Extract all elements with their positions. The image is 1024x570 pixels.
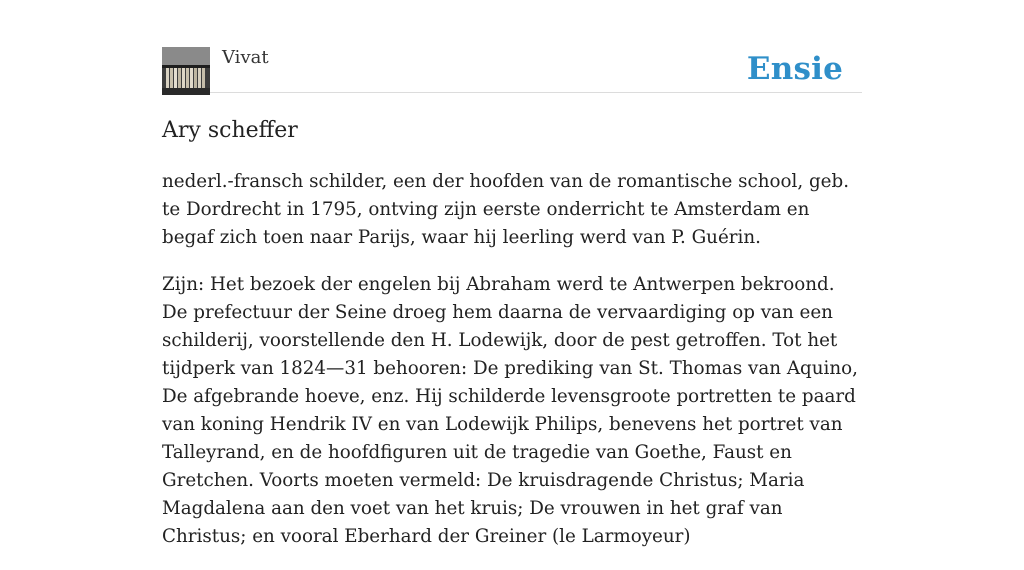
source-name[interactable]: Vivat (222, 47, 269, 68)
article-title: Ary scheffer (162, 118, 298, 143)
ensie-logo[interactable]: Ensie (746, 51, 843, 87)
book-spines-icon (162, 47, 210, 95)
article-body (162, 168, 862, 570)
source-avatar[interactable] (162, 47, 210, 95)
article-paragraph: nederl.-fransch schilder, een der hoofden van de romantische school, geb. te Dordrecht in 1795, ontving zijn eerste onderricht te Amsterdam en begaf zich toen naar Parijs, waar hij leerling werd van P. Guérin. (162, 171, 850, 248)
article-header (162, 46, 862, 93)
article-paragraph: Zijn: Het bezoek der engelen bij Abraham werd te Antwerpen bekroond. De prefectuur der Seine droeg hem daarna de vervaardiging op van een schilderij, voorstellende den H. Lodewijk, door de pest getroffen. Tot het tijdperk van 1824—31 behooren: De prediking van St. Thomas van Aquino, De afgebrande hoeve, enz. Hij schilderde levensgroote portretten te paard van koning Hendrik IV en van Lodewijk Philips, benevens het portret van Talleyrand, en de hoofdfiguren uit de tragedie van Goethe, Faust en Gretchen. Voorts moeten vermeld: De kruisdragende Christus; Maria Magdalena aan den voet van het kruis; De vrouwen in het graf van Christus; en vooral Eberhard der Greiner (le Larmoyeur) (162, 274, 858, 547)
article-page (162, 0, 862, 547)
